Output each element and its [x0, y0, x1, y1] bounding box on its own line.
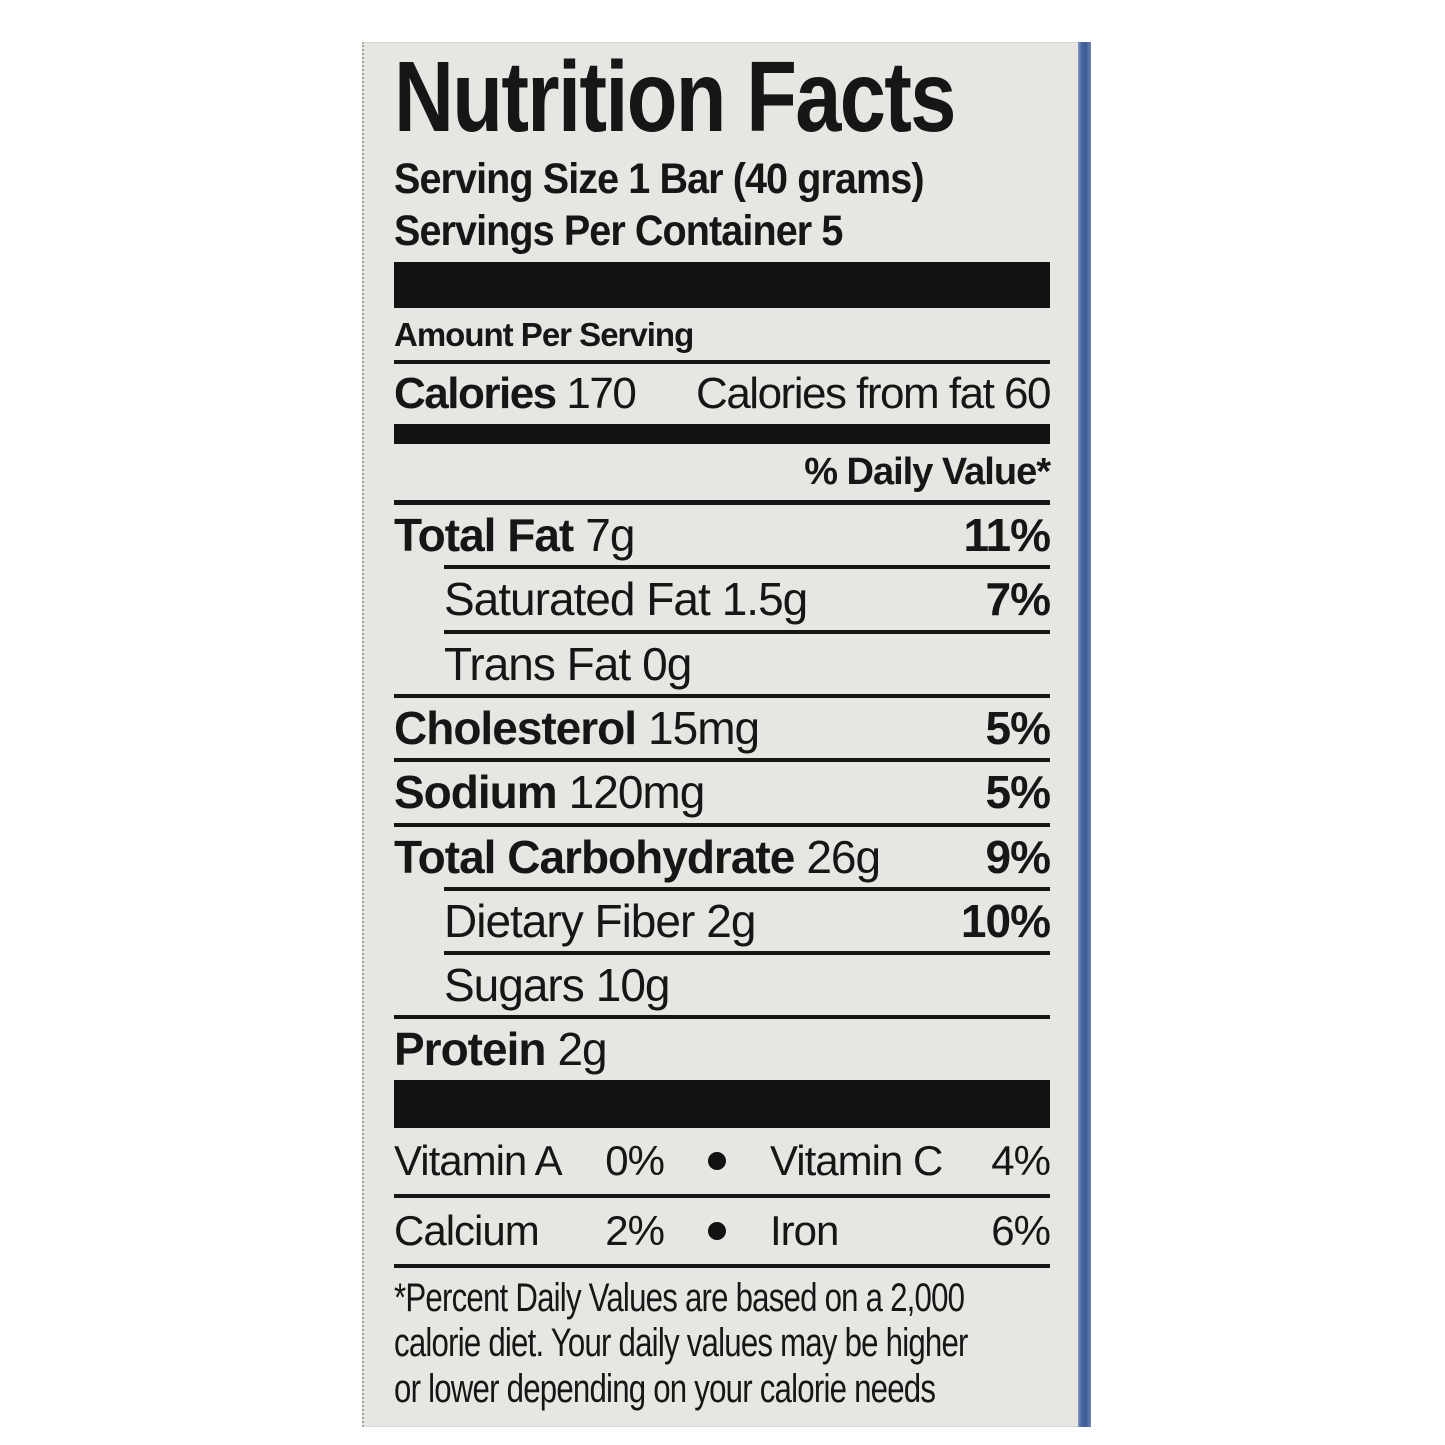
- calories-left: [394, 368, 636, 418]
- package-edge-blue-strip: [1078, 42, 1091, 1427]
- iron-value: 6%: [991, 1206, 1050, 1254]
- nutrient-dv: 5%: [985, 766, 1050, 819]
- nutrient-text: Total Fat 7g: [394, 509, 635, 562]
- nutrient-dv: 10%: [960, 894, 1050, 947]
- bullet-icon: [708, 1152, 726, 1170]
- nutrient-text: Protein 2g: [394, 1023, 607, 1076]
- separator-bar-thick-bottom: [394, 1080, 1050, 1128]
- vitamin-c-value: 4%: [991, 1136, 1050, 1184]
- footnote: [394, 1268, 1050, 1412]
- nutrient-text: Total Carbohydrate 26g: [394, 830, 881, 883]
- daily-value-header: % Daily Value*: [804, 451, 1050, 494]
- nutrient-text: Dietary Fiber 2g: [444, 894, 756, 947]
- servings-per-container-line: Servings Per Container 5: [394, 207, 843, 256]
- micronutrient-row-1: [394, 1128, 1050, 1194]
- calories-label: Calories: [394, 368, 556, 418]
- nutrient-row-sodium: [394, 758, 1050, 822]
- vitamin-a-label: Vitamin A: [394, 1136, 562, 1184]
- nutrient-row-protein: [394, 1015, 1050, 1079]
- nutrient-text: Sugars 10g: [444, 959, 670, 1012]
- nutrient-row-dietary-fiber: [444, 887, 1050, 951]
- nutrient-row-sugars: [444, 951, 1050, 1015]
- nutrient-text: Trans Fat 0g: [444, 637, 692, 690]
- nutrient-dv: 11%: [963, 509, 1050, 562]
- nutrient-row-cholesterol: [394, 694, 1050, 758]
- calcium-value: 2%: [605, 1206, 664, 1254]
- nutrient-dv: 7%: [985, 573, 1050, 626]
- nutrient-row-trans-fat: [444, 630, 1050, 694]
- micronutrient-row-2: [394, 1194, 1050, 1264]
- calories-value: 170: [566, 368, 636, 418]
- bullet-icon: [708, 1222, 726, 1240]
- nutrient-dv: 5%: [985, 701, 1050, 754]
- calcium-label: Calcium: [394, 1206, 539, 1254]
- nutrition-facts-label: [362, 42, 1078, 1427]
- calories-row: [394, 360, 1050, 424]
- nutrient-text: Saturated Fat 1.5g: [444, 573, 808, 626]
- vitamin-c-cell: [770, 1138, 1050, 1184]
- serving-size-line: Serving Size 1 Bar (40 grams): [394, 155, 924, 203]
- iron-cell: [770, 1208, 1050, 1254]
- separator-bar-medium: [394, 424, 1050, 444]
- nutrient-row-total-fat: [394, 500, 1050, 565]
- iron-label: Iron: [770, 1206, 839, 1254]
- nutrition-facts-title: Nutrition Facts: [394, 41, 955, 153]
- calories-from-fat: [696, 368, 1050, 418]
- amount-per-serving-label: Amount Per Serving: [394, 315, 694, 353]
- nutrient-row-saturated-fat: [444, 565, 1050, 629]
- vitamin-c-label: Vitamin C: [770, 1136, 943, 1184]
- vitamin-a-cell: [394, 1138, 664, 1184]
- footnote-line-3: or lower depending on your calorie needs: [394, 1366, 936, 1411]
- nutrition-label-panel: [362, 42, 1091, 1427]
- calories-from-fat-label: Calories from fat: [696, 368, 994, 418]
- calcium-cell: [394, 1208, 664, 1254]
- nutrient-dv: 9%: [985, 830, 1050, 883]
- separator-bar-thick-top: [394, 262, 1050, 308]
- nutrient-row-total-carbohydrate: [394, 823, 1050, 887]
- footnote-line-1: *Percent Daily Values are based on a 2,000: [394, 1276, 965, 1321]
- nutrient-text: Cholesterol 15mg: [394, 701, 760, 754]
- vitamin-a-value: 0%: [605, 1136, 664, 1184]
- footnote-line-2: calorie diet. Your daily values may be higher: [394, 1321, 968, 1366]
- nutrient-text: Sodium 120mg: [394, 766, 705, 819]
- calories-from-fat-value: 60: [1004, 368, 1050, 418]
